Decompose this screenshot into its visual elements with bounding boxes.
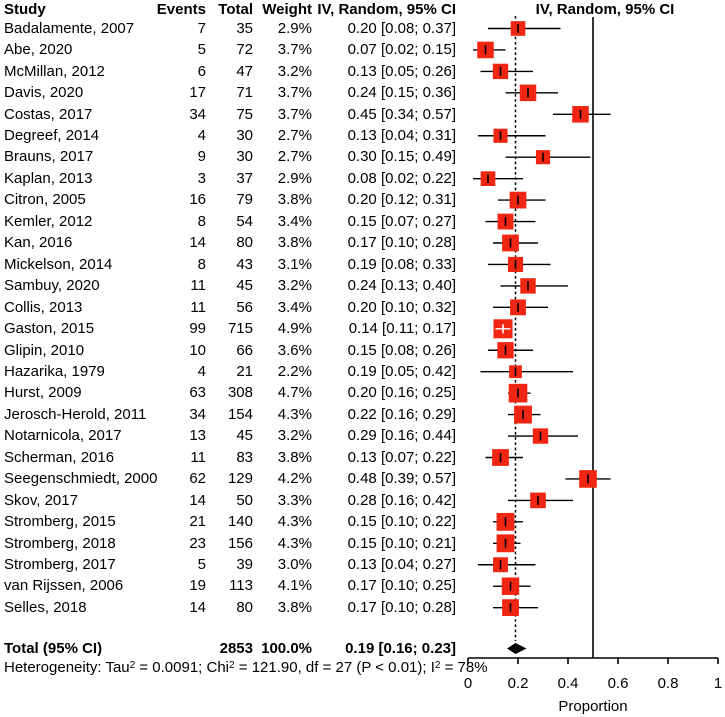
table-row xyxy=(0,189,465,210)
study-name: Skov, 2017 xyxy=(4,491,78,509)
study-name: Badalamente, 2007 xyxy=(4,19,135,37)
ci-value: 0.13 [0.04; 0.31] xyxy=(347,127,456,145)
total-value: 50 xyxy=(236,491,253,509)
study-name: Brauns, 2017 xyxy=(4,148,94,166)
table-row xyxy=(0,18,465,39)
table-row xyxy=(0,575,465,596)
events-value: 14 xyxy=(189,491,206,509)
events-value: 34 xyxy=(189,105,206,123)
weight-value: 2.7% xyxy=(277,148,312,166)
table-row xyxy=(0,340,465,361)
weight-value: 4.1% xyxy=(277,577,312,595)
table-row xyxy=(0,425,465,446)
ci-value: 0.22 [0.16; 0.29] xyxy=(347,405,456,423)
weight-value: 4.2% xyxy=(277,470,312,488)
table-row xyxy=(0,82,465,103)
table-row xyxy=(0,533,465,554)
total-value: 72 xyxy=(236,41,253,59)
events-value: 9 xyxy=(197,148,206,166)
total-value: 45 xyxy=(236,427,253,445)
weight-value: 3.2% xyxy=(277,62,312,80)
total-value: 156 xyxy=(227,534,253,552)
events-value: 4 xyxy=(197,127,206,145)
col-header-total: Total xyxy=(218,0,253,18)
x-axis-tick-label: 0.6 xyxy=(607,675,629,692)
weight-value: 3.3% xyxy=(277,491,312,509)
events-value: 19 xyxy=(189,577,206,595)
weight-value: 4.3% xyxy=(277,405,312,423)
ci-value: 0.14 [0.11; 0.17] xyxy=(348,320,456,338)
ci-value: 0.13 [0.04; 0.27] xyxy=(347,556,456,574)
table-row xyxy=(0,382,465,403)
weight-value: 4.7% xyxy=(277,384,312,402)
events-value: 13 xyxy=(189,427,206,445)
ci-value: 0.24 [0.15; 0.36] xyxy=(347,84,456,102)
total-label: Total (95% CI) xyxy=(4,639,103,657)
ci-value: 0.15 [0.08; 0.26] xyxy=(347,341,456,359)
events-value: 10 xyxy=(189,341,206,359)
study-name: Collis, 2013 xyxy=(4,298,83,316)
table-row xyxy=(0,104,465,125)
study-name: Stromberg, 2018 xyxy=(4,534,116,552)
weight-value: 3.6% xyxy=(277,341,312,359)
col-header-weight: Weight xyxy=(262,0,312,18)
table-row xyxy=(0,61,465,82)
ci-value: 0.13 [0.07; 0.22] xyxy=(347,448,456,466)
ci-value: 0.17 [0.10; 0.28] xyxy=(347,598,456,616)
x-axis-tick-label: 0.8 xyxy=(657,675,679,692)
study-name: Notarnicola, 2017 xyxy=(4,427,122,445)
col-header-effect: IV, Random, 95% CI xyxy=(317,0,456,18)
weight-value: 3.0% xyxy=(277,556,312,574)
ci-value: 0.07 [0.02; 0.15] xyxy=(347,41,456,59)
weight-value: 3.2% xyxy=(277,277,312,295)
study-name: Stromberg, 2017 xyxy=(4,556,116,574)
table-row xyxy=(0,447,465,468)
x-axis-tick-label: 0.4 xyxy=(557,675,579,692)
study-name: Stromberg, 2015 xyxy=(4,513,116,531)
weight-value: 3.7% xyxy=(277,41,312,59)
ci-value: 0.20 [0.08; 0.37] xyxy=(347,19,456,37)
weight-value: 2.9% xyxy=(277,19,312,37)
weight-value: 3.8% xyxy=(277,234,312,252)
study-name: Hurst, 2009 xyxy=(4,384,82,402)
total-value: 80 xyxy=(236,234,253,252)
total-value: 79 xyxy=(236,191,253,209)
events-value: 8 xyxy=(197,255,206,273)
table-row xyxy=(0,232,465,253)
total-value: 71 xyxy=(236,84,253,102)
total-value: 56 xyxy=(236,298,253,316)
events-value: 17 xyxy=(189,84,206,102)
study-name: Selles, 2018 xyxy=(4,598,87,616)
study-name: Seegenschmiedt, 2000 xyxy=(4,470,158,488)
total-value: 54 xyxy=(236,212,253,230)
ci-value: 0.20 [0.16; 0.25] xyxy=(347,384,456,402)
total-value: 30 xyxy=(236,148,253,166)
study-name: Hazarika, 1979 xyxy=(4,362,105,380)
total-value: 129 xyxy=(227,470,253,488)
study-name: Citron, 2005 xyxy=(4,191,86,209)
ci-value: 0.20 [0.10; 0.32] xyxy=(347,298,456,316)
events-value: 21 xyxy=(189,513,206,531)
table-row xyxy=(0,297,465,318)
events-value: 34 xyxy=(189,405,206,423)
total-value: 39 xyxy=(236,556,253,574)
events-value: 7 xyxy=(197,19,206,37)
total-value: 43 xyxy=(236,255,253,273)
ci-value: 0.19 [0.05; 0.42] xyxy=(347,362,456,380)
total-value: 45 xyxy=(236,277,253,295)
events-value: 63 xyxy=(189,384,206,402)
table-row xyxy=(0,254,465,275)
weight-value: 3.2% xyxy=(277,427,312,445)
table-row xyxy=(0,275,465,296)
table-row xyxy=(0,211,465,232)
total-weight: 100.0% xyxy=(261,639,312,657)
study-name: Degreef, 2014 xyxy=(4,127,100,145)
study-name: Sambuy, 2020 xyxy=(4,277,100,295)
ci-value: 0.13 [0.05; 0.26] xyxy=(347,62,456,80)
plot-title: IV, Random, 95% CI xyxy=(535,0,675,18)
events-value: 11 xyxy=(190,298,206,316)
events-value: 11 xyxy=(190,277,206,295)
events-value: 3 xyxy=(197,169,206,187)
study-name: Costas, 2017 xyxy=(4,105,93,123)
ci-value: 0.29 [0.16; 0.44] xyxy=(347,427,456,445)
study-name: Abe, 2020 xyxy=(4,41,73,59)
study-name: McMillan, 2012 xyxy=(4,62,105,80)
total-n: 2853 xyxy=(219,639,253,657)
ci-value: 0.45 [0.34; 0.57] xyxy=(347,105,456,123)
table-row xyxy=(0,597,465,618)
weight-value: 2.9% xyxy=(277,169,312,187)
ci-value: 0.15 [0.10; 0.22] xyxy=(347,513,456,531)
weight-value: 4.3% xyxy=(277,513,312,531)
study-name: Gaston, 2015 xyxy=(4,320,95,338)
weight-value: 3.8% xyxy=(277,191,312,209)
table-row xyxy=(0,146,465,167)
events-value: 99 xyxy=(189,320,206,338)
summary-diamond xyxy=(507,643,527,654)
events-value: 62 xyxy=(189,470,206,488)
x-axis-tick-label: 1 xyxy=(713,675,723,692)
total-ci: 0.19 [0.16; 0.23] xyxy=(345,639,456,657)
study-name: Scherman, 2016 xyxy=(4,448,115,466)
events-value: 4 xyxy=(197,362,206,380)
events-value: 14 xyxy=(189,234,206,252)
study-name: van Rijssen, 2006 xyxy=(4,577,124,595)
study-name: Kan, 2016 xyxy=(4,234,73,252)
events-value: 5 xyxy=(197,556,206,574)
weight-value: 3.7% xyxy=(277,84,312,102)
heterogeneity-note: Heterogeneity: Tau$^2$ = 0.0091; Chi$^2$ = 121.90, df = 27 (P < 0.01); $I^2 = 78\%$ xyxy=(4,658,488,676)
ci-value: 0.15 [0.07; 0.27] xyxy=(347,212,456,230)
forest-plot-canvas xyxy=(460,0,725,717)
table-row xyxy=(0,404,465,425)
weight-value: 4.3% xyxy=(277,534,312,552)
weight-value: 3.7% xyxy=(277,105,312,123)
weight-value: 3.1% xyxy=(277,255,312,273)
table-row xyxy=(0,468,465,489)
total-value: 47 xyxy=(236,62,253,80)
table-row xyxy=(0,39,465,60)
weight-value: 2.2% xyxy=(277,362,312,380)
col-header-events: Events xyxy=(156,0,206,18)
weight-value: 4.9% xyxy=(277,320,312,338)
table-row xyxy=(0,490,465,511)
ci-value: 0.08 [0.02; 0.22] xyxy=(347,169,456,187)
table-row xyxy=(0,168,465,189)
total-value: 30 xyxy=(236,127,253,145)
events-value: 16 xyxy=(189,191,206,209)
table-row xyxy=(0,554,465,575)
total-value: 154 xyxy=(227,405,253,423)
weight-value: 3.4% xyxy=(277,212,312,230)
ci-value: 0.17 [0.10; 0.28] xyxy=(347,234,456,252)
total-value: 308 xyxy=(227,384,253,402)
study-name: Glipin, 2010 xyxy=(4,341,85,359)
table-row xyxy=(0,318,465,339)
weight-value: 3.8% xyxy=(277,598,312,616)
ci-value: 0.24 [0.13; 0.40] xyxy=(347,277,456,295)
total-value: 140 xyxy=(227,513,253,531)
events-value: 23 xyxy=(189,534,206,552)
table-row xyxy=(0,125,465,146)
study-name: Kemler, 2012 xyxy=(4,212,93,230)
events-value: 6 xyxy=(197,62,206,80)
x-axis-title: Proportion xyxy=(558,698,628,715)
total-value: 35 xyxy=(236,19,253,37)
study-name: Kaplan, 2013 xyxy=(4,169,93,187)
total-value: 80 xyxy=(236,598,253,616)
total-value: 37 xyxy=(236,169,253,187)
study-name: Mickelson, 2014 xyxy=(4,255,113,273)
events-value: 14 xyxy=(189,598,206,616)
weight-value: 2.7% xyxy=(277,127,312,145)
total-value: 715 xyxy=(227,320,253,338)
events-value: 11 xyxy=(190,448,206,466)
study-name: Davis, 2020 xyxy=(4,84,84,102)
events-value: 5 xyxy=(197,41,206,59)
ci-value: 0.19 [0.08; 0.33] xyxy=(347,255,456,273)
ci-value: 0.20 [0.12; 0.31] xyxy=(347,191,456,209)
total-value: 66 xyxy=(236,341,253,359)
table-row xyxy=(0,361,465,382)
total-value: 21 xyxy=(236,362,253,380)
events-value: 8 xyxy=(197,212,206,230)
ci-value: 0.48 [0.39; 0.57] xyxy=(347,470,456,488)
col-header-study: Study xyxy=(4,0,46,18)
total-value: 75 xyxy=(236,105,253,123)
ci-value: 0.17 [0.10; 0.25] xyxy=(347,577,456,595)
ci-value: 0.15 [0.10; 0.21] xyxy=(347,534,456,552)
weight-value: 3.4% xyxy=(277,298,312,316)
x-axis-tick-label: 0.2 xyxy=(507,675,529,692)
total-value: 83 xyxy=(236,448,253,466)
total-value: 113 xyxy=(229,577,253,595)
weight-value: 3.8% xyxy=(277,448,312,466)
ci-value: 0.30 [0.15; 0.49] xyxy=(347,148,456,166)
table-row xyxy=(0,511,465,532)
ci-value: 0.28 [0.16; 0.42] xyxy=(347,491,456,509)
x-axis-tick-label: 0 xyxy=(463,675,473,692)
study-name: Jerosch-Herold, 2011 xyxy=(4,405,147,423)
